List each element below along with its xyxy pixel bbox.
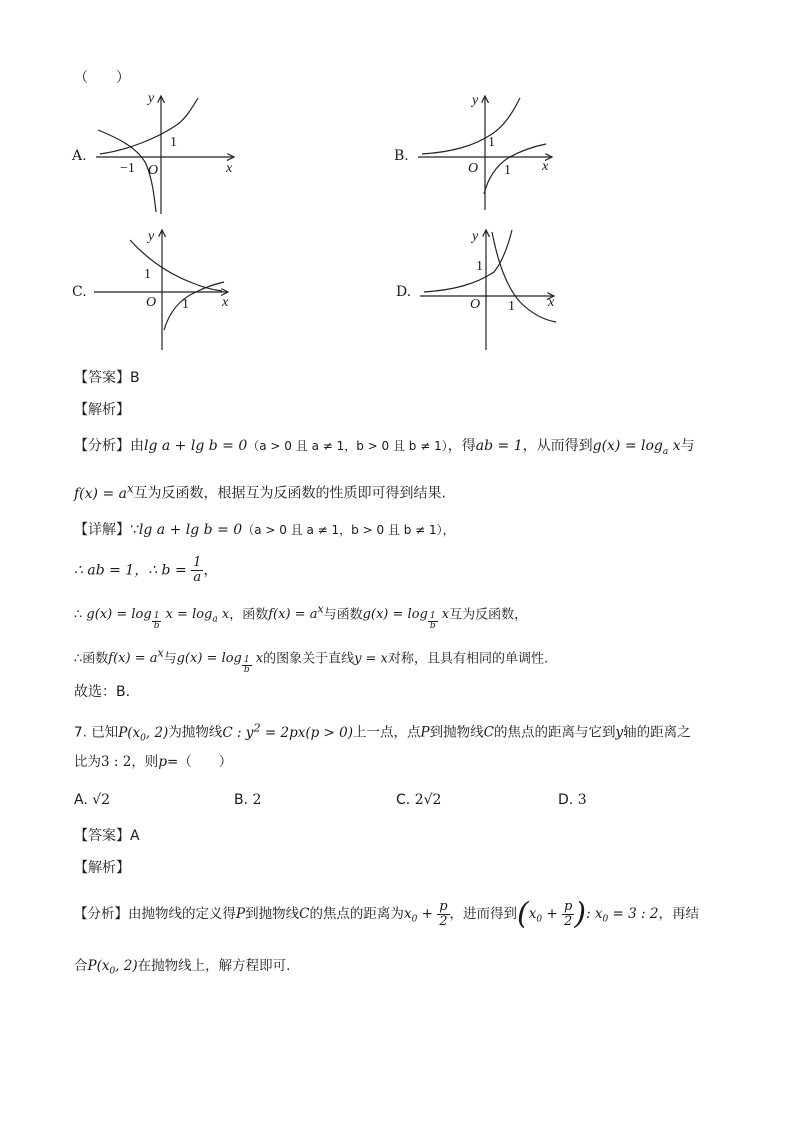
text: ，从而得到 (522, 438, 593, 454)
math-g2: g(x) = log $\frac{1}{b}$ x (362, 607, 450, 632)
math-eq: lg a + lg b = 0 (138, 522, 243, 538)
y-label: y (472, 229, 479, 244)
math-g-log: g(x) = log $\frac{1}{b}$ $x = \log_a x$ (86, 607, 230, 632)
x-label: x (226, 161, 233, 176)
y-label: y (148, 229, 155, 244)
math-line: y = x (354, 651, 388, 667)
fenxi-tag: 【分析】 (74, 438, 130, 454)
question-number: 7. (74, 724, 87, 741)
text: 与 (163, 651, 177, 667)
origin-label: O (146, 295, 157, 310)
math-eq: lg a + lg b = 0 (144, 438, 248, 454)
tick-1-y: 1 (488, 135, 495, 150)
text: 对称，且具有相同的单调性. (387, 651, 549, 667)
option-b-label: B. (394, 148, 409, 164)
answer-value: B (130, 370, 140, 386)
q6-guxuan: 故选：B. (74, 684, 131, 700)
math-ab: ab = 1 (475, 438, 523, 454)
math-f: $f(x) = a^x$ (74, 481, 134, 502)
q6-xiangjie-line1 (74, 520, 455, 540)
math-f: $f(x) = a^x$ (108, 647, 164, 667)
exp-curve (100, 98, 198, 154)
origin-label: O (468, 161, 479, 176)
q6-xiangjie-line3 (74, 600, 527, 631)
tick-1: 1 (170, 135, 177, 150)
q6-analysis-tag: 【解析】 (74, 402, 130, 418)
text: 的图象关于直线 (263, 651, 355, 667)
q6-fenxi-line1 (74, 436, 695, 462)
math-g: $g(x) = \log_a x$ (592, 438, 681, 457)
graph-c (90, 222, 240, 354)
text: ，得 (447, 438, 476, 454)
log-curve (484, 144, 546, 194)
tick-1-x: 1 (508, 299, 515, 314)
exp-curve (130, 240, 222, 291)
q6-xiangjie-line2 (74, 556, 217, 585)
text: 与函数 (323, 607, 363, 623)
tick-1-x: 1 (182, 297, 189, 312)
q7-answer-line: 【答案】A (74, 828, 140, 844)
q7-fenxi-line1: 【分析】由抛物线的定义得P到抛物线C的焦点的距离为$x_0$ + $\frac{p}{2}$ ，进而得到($x_0$ + $\frac{p}{2}$ ): $x_0 = 3$ : 2，再结 (74, 896, 699, 932)
x-label: x (222, 295, 229, 310)
condition: （a > 0 且 a ≠ 1，b > 0 且 b ≠ 1） (247, 439, 448, 453)
text: ，函数 (229, 607, 269, 623)
xiangjie-tag: 【详解】 (74, 522, 130, 538)
y-label: y (472, 93, 479, 108)
tick-neg1: −1 (120, 161, 135, 176)
because-symbol: ∵ (130, 522, 139, 538)
math-C: C : $y^2 = 2px(p > 0)$ (222, 721, 354, 741)
text: 与 (680, 438, 695, 454)
text: ， (203, 562, 218, 579)
math-g: g(x) = log $\frac{1}{b}$ x (176, 651, 264, 676)
q7-option-a: A. √2 (74, 792, 111, 808)
text: 互为反函数， (449, 607, 528, 623)
q6-answer-line (74, 368, 140, 388)
q7-stem-line2: 比为3 : 2，则p=（ ） (74, 754, 233, 770)
q7-analysis-tag: 【解析】 (74, 860, 130, 876)
tick-1-y: 1 (476, 259, 483, 274)
fraction-1-over-a: $\frac{1}{a}$ (193, 555, 202, 585)
math-P: $P(x_0$, 2) (87, 958, 138, 977)
y-label: y (148, 91, 155, 106)
text: 互为反函数，根据互为反函数的性质即可得到结果. (133, 485, 447, 502)
text: 由 (130, 438, 144, 454)
x-label: x (548, 295, 555, 310)
q7-option-d: D. 3 (558, 792, 587, 808)
graph-b (412, 86, 562, 214)
graph-a (88, 86, 248, 220)
q6-xiangjie-line4 (74, 644, 548, 675)
condition: （a > 0 且 a ≠ 1，b > 0 且 b ≠ 1）， (242, 523, 455, 537)
origin-label: O (148, 163, 159, 178)
text: ∴ ab = 1，∴ b = (74, 562, 187, 579)
question-paren: （ ） (74, 70, 130, 86)
x-label: x (542, 159, 549, 174)
q6-fenxi-line2 (74, 478, 446, 504)
option-c-label: C. (72, 284, 87, 300)
log-curve (492, 232, 556, 322)
option-a-label: A. (72, 148, 87, 164)
math-P: $P(x_0$, 2) (118, 724, 169, 744)
math-f: $f(x) = a^x$ (268, 603, 324, 623)
origin-label: O (470, 297, 481, 312)
q7-option-c: C. 2√2 (396, 792, 442, 808)
math-x0-plus-p2: $x_0$ + $\frac{p}{2}$ (403, 899, 448, 929)
graph-d (414, 222, 564, 354)
log-curve (164, 282, 224, 330)
q7-stem-line1: 7. 已知$P(x_0$, 2)为抛物线C : $y^2 = 2px(p > 0)$上一点，点P到抛物线C的焦点的距离与它到y轴的距离之 (74, 721, 691, 744)
q7-fenxi-line2: 合$P(x_0$, 2)在抛物线上，解方程即可. (74, 958, 291, 977)
tick-1-x: 1 (504, 163, 511, 178)
math-ratio: ($x_0$ + $\frac{p}{2}$ ): $x_0 = 3$ : 2 (517, 896, 659, 932)
q7-option-b: B. 2 (234, 792, 262, 808)
answer-tag: 【答案】 (74, 370, 130, 386)
option-d-label: D. (396, 284, 412, 300)
therefore: ∴ (74, 607, 83, 623)
text: ∴函数 (74, 651, 109, 667)
tick-1-y: 1 (144, 267, 151, 282)
exp-curve (422, 98, 520, 154)
